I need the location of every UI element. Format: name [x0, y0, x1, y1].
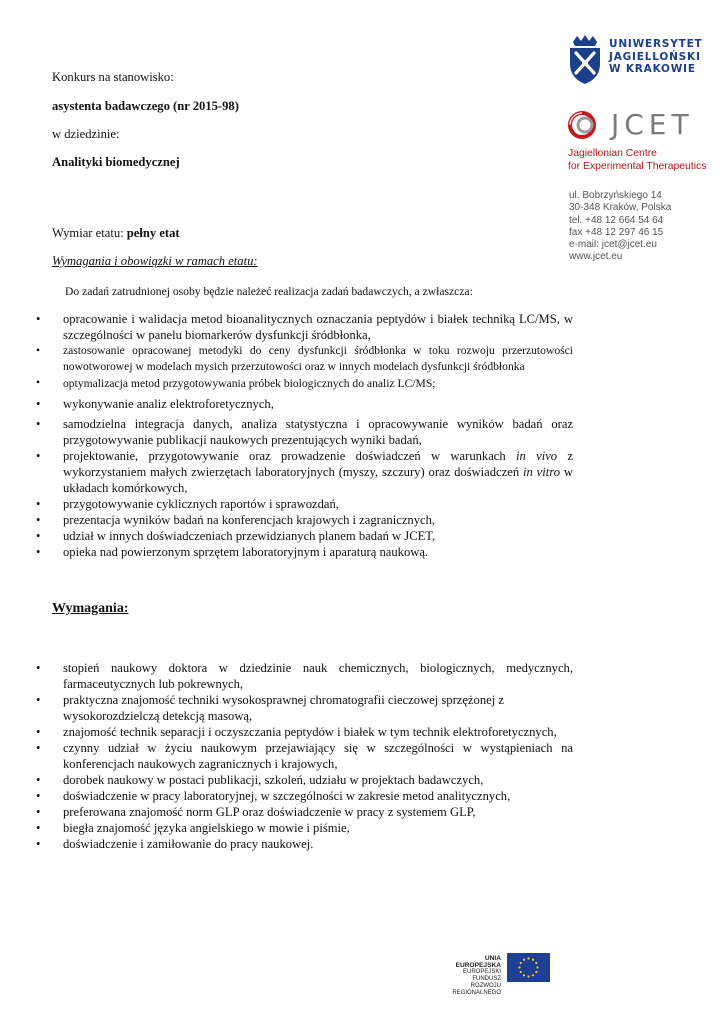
eu-star-icon: [532, 974, 534, 976]
eu-star-icon: [523, 959, 525, 961]
duty-item: • przygotowywanie cyklicznych raportów i sprawozdań,: [36, 496, 573, 512]
duty-text: w układach komórkowych,: [63, 465, 573, 495]
jcet-name-line-2: for Experimental Therapeutics: [568, 160, 707, 172]
requirement-item: • praktyczna znajomość techniki wysokosprawnej chromatografii cieczowej sprzężonej z wysokorozdzielczą detekcją masową,: [36, 692, 573, 724]
eu-line-1: UNIA EUROPEJSKA: [455, 955, 501, 969]
duties-list: [36, 311, 573, 560]
duty-text: z wykorzystaniem małych zwierzętach laboratoryjnych (myszy, szczury) oraz doświadczeń: [63, 449, 573, 479]
eu-star-icon: [527, 957, 529, 959]
requirements-list: [36, 660, 573, 852]
eu-fund-label: [447, 955, 501, 997]
address-website: www.jcet.eu: [569, 251, 623, 263]
university-crest-icon: [567, 34, 603, 86]
requirement-item: • stopień naukowy doktora w dziedzinie nauk chemicznych, biologicznych, medycznych, farmaceutycznych lub pokrewnych,: [36, 660, 573, 692]
eu-star-icon: [523, 974, 525, 976]
duty-item: • zastosowanie opracowanej metodyki do ceny dysfunkcji śródbłonka w toku rozwoju przerzutowości nowotworowej w modelach mysich przerzutowości oraz w innych modelach dysfunkcji śródbłonka: [36, 343, 573, 375]
requirement-item: • doświadczenie w pracy laboratoryjnej, w szczególności w zakresie metod analitycznych,: [36, 788, 573, 804]
address-fax: fax +48 12 297 46 15: [569, 226, 664, 238]
duty-item: [36, 448, 573, 496]
address-block: [569, 190, 671, 264]
workload-line: [52, 225, 180, 241]
address-email: e-mail: jcet@jcet.eu: [569, 239, 657, 251]
eu-star-icon: [520, 971, 522, 973]
duty-item: • wykonywanie analiz elektroforetycznych,: [36, 396, 573, 412]
requirements-heading: Wymagania:: [52, 601, 129, 616]
jcet-wordmark: JCET: [611, 108, 694, 141]
duties-heading: Wymagania i obowiązki w ramach etatu:: [52, 254, 258, 268]
eu-star-icon: [527, 975, 529, 977]
duty-item: • optymalizacja metod przygotowywania próbek biologicznych do analiz LC/MS;: [36, 375, 573, 392]
university-line-3: W KRAKOWIE: [609, 63, 696, 75]
address-city: 30-348 Kraków, Polska: [569, 202, 672, 214]
requirement-item: • dorobek naukowy w postaci publikacji, szkoleń, udziału w projektach badawczych,: [36, 772, 573, 788]
duty-item: • opracowanie i walidacja metod bioanalitycznych oznaczania peptydów i białek techniką LC/MS, w szczególności w panelu biomarkerów dysfunkcji śródbłonka,: [36, 311, 573, 343]
requirement-item: • biegła znajomość języka angielskiego w mowie i piśmie,: [36, 820, 573, 836]
jcet-name-line-1: Jagiellonian Centre: [568, 148, 657, 159]
university-line-2: JAGIELLOŃSKI: [609, 50, 701, 63]
duty-item: • samodzielna integracja danych, analiza statystyczna i opracowywanie wyników badań oraz przygotowywanie publikacji naukowych prezentujących wyniki badań,: [36, 416, 573, 448]
position-title: asystenta badawczego (nr 2015-98): [52, 99, 239, 113]
requirement-item: • doświadczenie i zamiłowanie do pracy naukowej.: [36, 836, 573, 852]
eu-star-icon: [535, 971, 537, 973]
university-logo: [567, 34, 703, 90]
jcet-logo: [567, 108, 694, 144]
duty-item: • prezentacja wyników badań na konferencjach krajowych i zagranicznych,: [36, 512, 573, 528]
eu-flag-icon: [507, 953, 550, 982]
duties-intro: Do zadań zatrudnionej osoby będzie należeć realizacja zadań badawczych, a zwłaszcza:: [65, 285, 473, 298]
university-line-1: UNIWERSYTET: [609, 38, 703, 50]
duty-text-italic: in vitro: [523, 465, 560, 479]
eu-star-icon: [532, 959, 534, 961]
address-street: ul. Bobrzyńskiego 14: [569, 190, 662, 201]
address-phone: tel. +48 12 664 54 64: [569, 214, 664, 226]
eu-line-3: ROZWOJU REGIONALNEGO: [452, 983, 501, 996]
duty-item: • opieka nad powierzonym sprzętem laboratoryjnym i aparaturą naukową.: [36, 544, 573, 560]
requirement-item: • preferowana znajomość norm GLP oraz doświadczenie w pracy z systemem GLP,: [36, 804, 573, 820]
eu-star-icon: [520, 962, 522, 964]
contest-label: Konkurs na stanowisko:: [52, 70, 174, 84]
workload-value: pełny etat: [126, 226, 180, 240]
jcet-full-name: [568, 148, 706, 173]
eu-star-icon: [518, 966, 520, 968]
duty-text-italic: in vivo: [516, 449, 558, 463]
workload-label: Wymiar etatu:: [52, 226, 127, 240]
eu-line-2: EUROPEJSKI FUNDUSZ: [462, 969, 501, 982]
field-name: Analityki biomedycznej: [52, 155, 180, 169]
requirement-item: • znajomość technik separacji i oczyszczania peptydów i białek w tym technik elektroforetycznych,: [36, 724, 573, 740]
field-label: w dziedzinie:: [52, 127, 120, 141]
university-name: [609, 38, 703, 76]
duty-item: • udział w innych doświadczeniach przewidzianych planem badań w JCET,: [36, 528, 573, 544]
eu-star-icon: [536, 966, 538, 968]
duty-text: projektowanie, przygotowywanie oraz prowadzenie doświadczeń w warunkach: [63, 449, 516, 463]
jcet-swirl-icon: [567, 109, 601, 141]
requirement-item: • czynny udział w życiu naukowym przejawiający się w szczególności w wystąpieniach na konferencjach naukowych zagranicznych i krajowych,: [36, 740, 573, 772]
eu-star-icon: [535, 962, 537, 964]
